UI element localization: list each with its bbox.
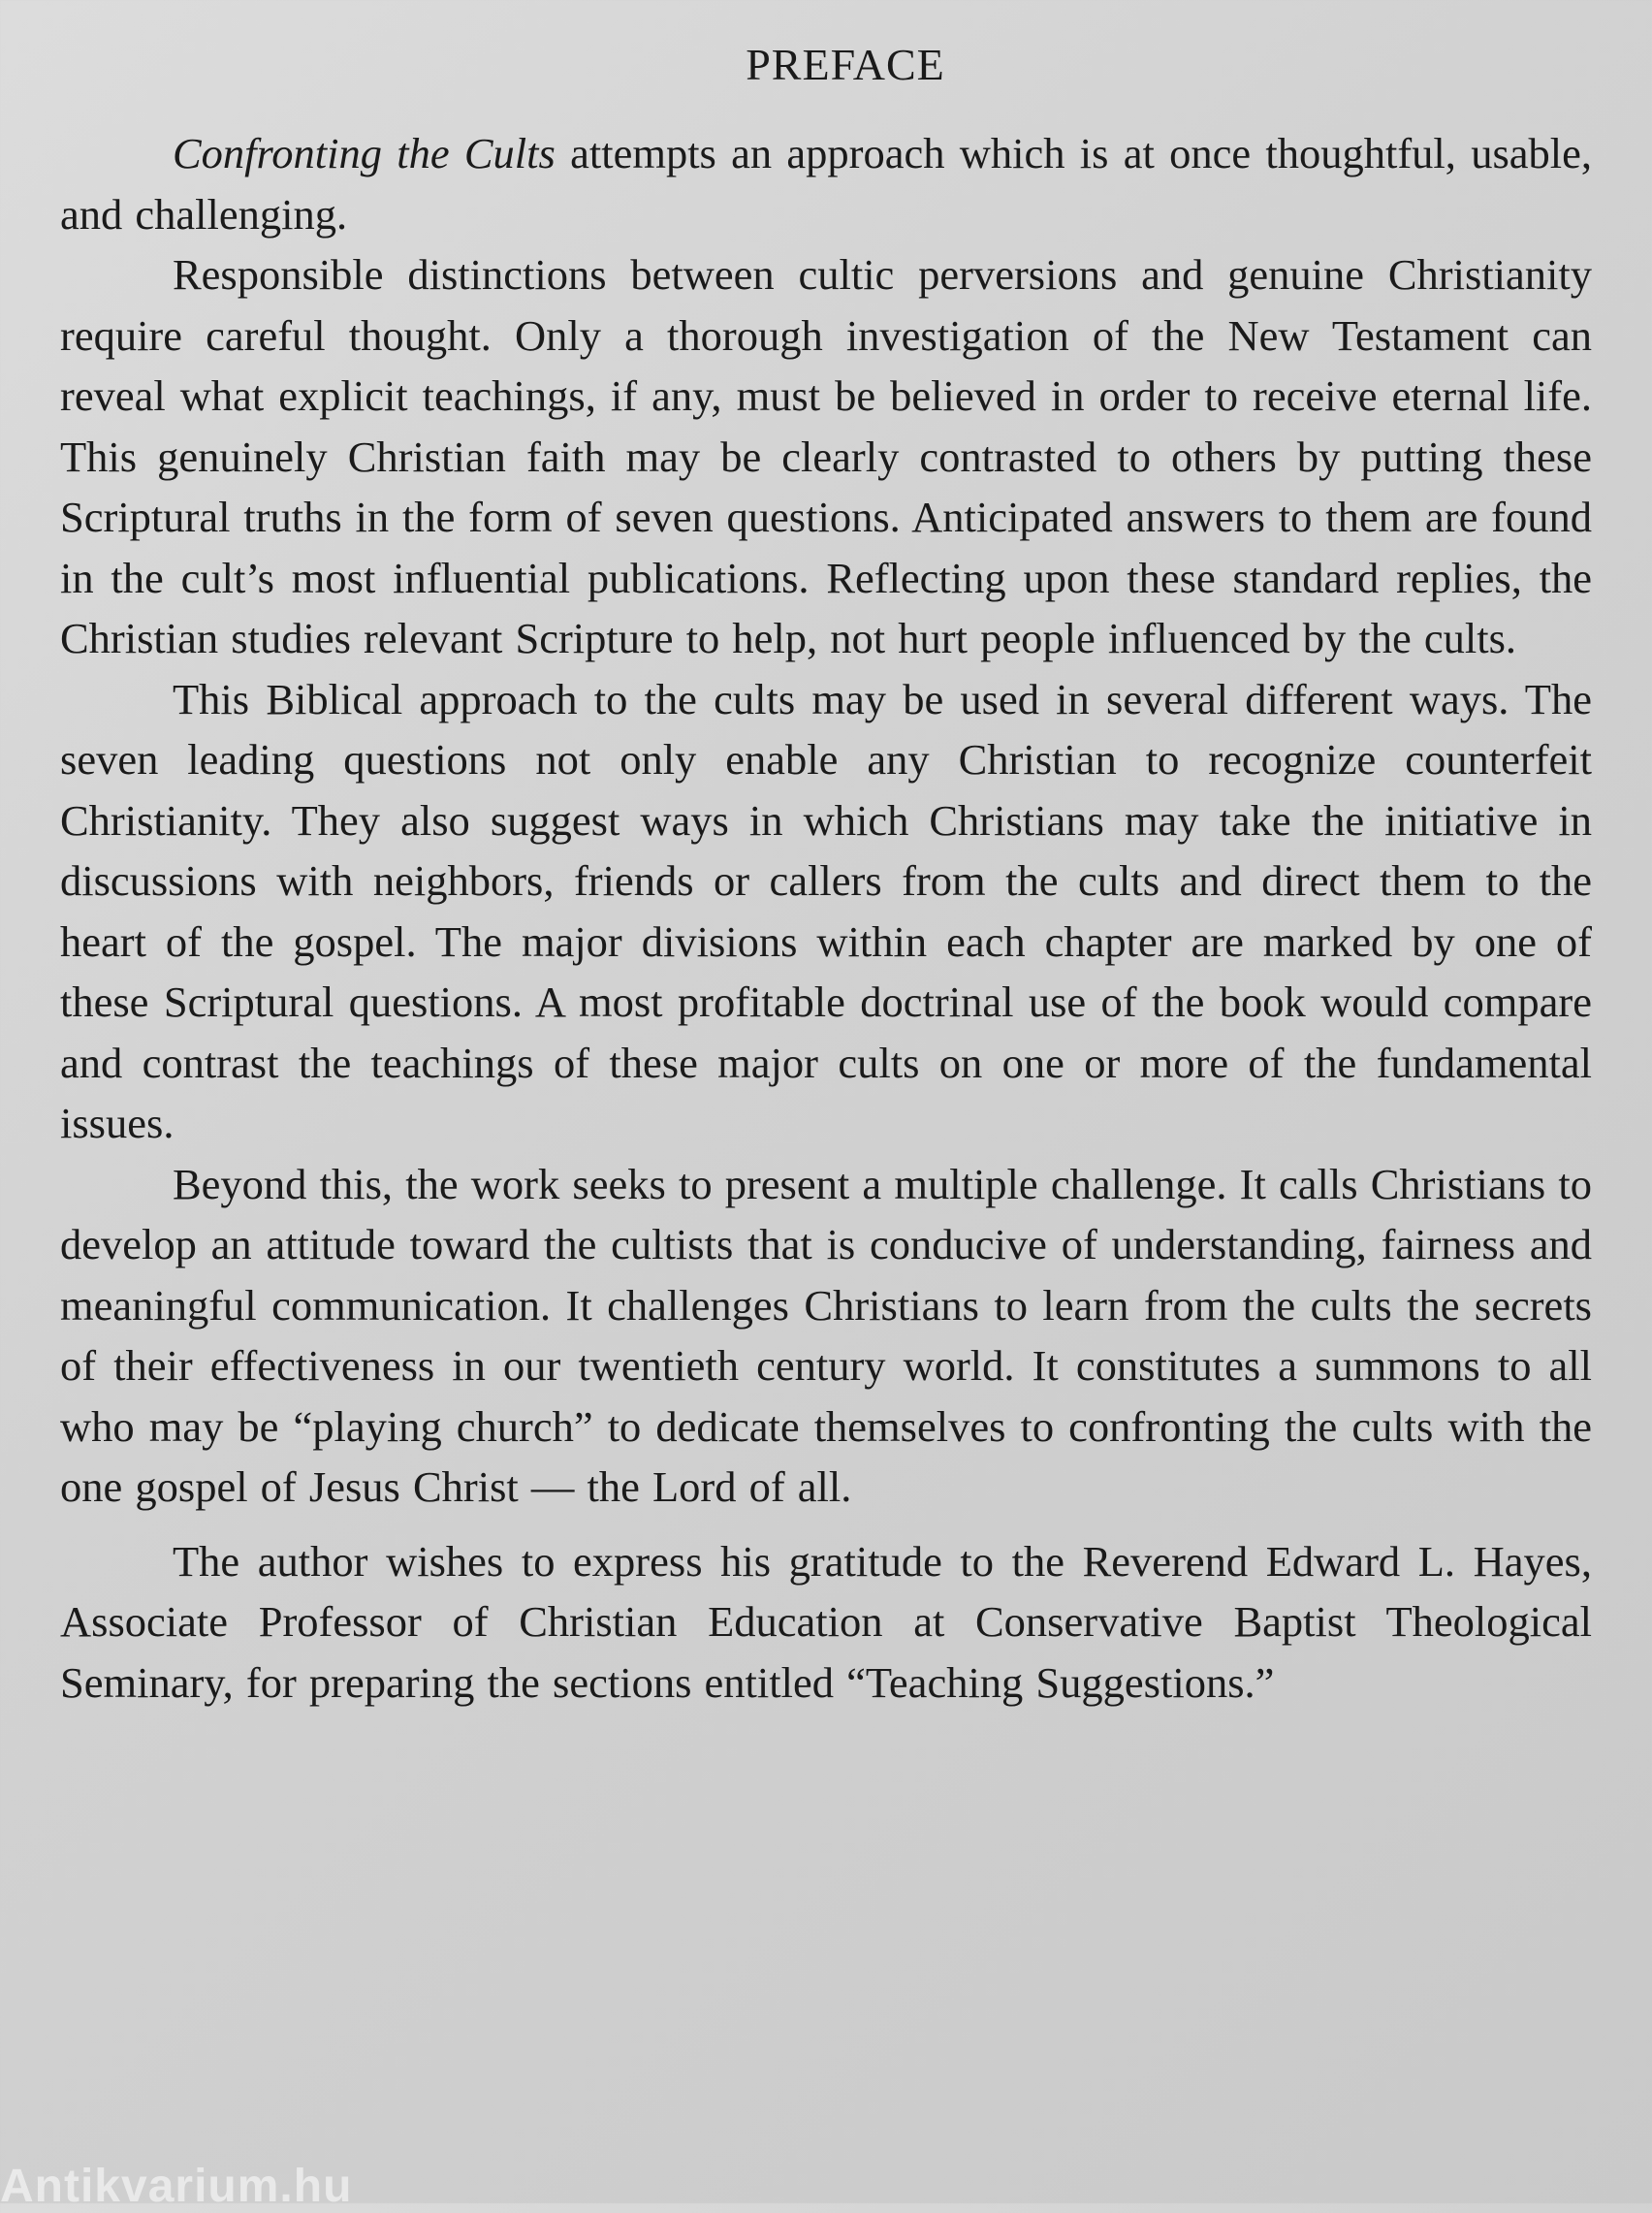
paragraph-4: Beyond this, the work seeks to present a multiple challenge. It calls Christians to develop an attitude toward the cultists that is conducive of understanding, fairness and meaningful communication. It challenges Christians to learn from the cults the secrets of their effectiveness in our twentieth century world. It constitutes a summons to all who may be “playing church” to dedicate themselves to confronting the cults with the one gospel of Jesus Christ — the Lord of all. xyxy=(60,1159,1592,1511)
page-title: PREFACE xyxy=(746,40,945,89)
paragraph-2: Responsible distinctions between cultic perversions and genuine Christianity require careful thought. Only a thorough investigation of the New Testament can reveal what explicit teachings, if any, must be believed in order to receive eternal life. This genuinely Christian faith may be clearly contrasted to others by putting these Scriptural truths in the form of seven questions. Anticipated answers to them are found in the cult’s most influential publications. Reflecting upon these standard replies, the Christian studies relevant Scripture to help, not hurt people influenced by the cults. xyxy=(60,250,1592,662)
preface-page xyxy=(60,39,1592,2172)
paragraph-5: The author wishes to express his gratitude to the Reverend Edward L. Hayes, Associate Professor of Christian Education at Conservative Baptist Theological Seminary, for preparing the sections entitled “Teaching Suggestions.” xyxy=(60,1536,1592,1707)
book-title-italic: Confronting the Cults xyxy=(173,129,556,177)
watermark-logo: Antikvarium.hu xyxy=(0,2161,353,2212)
paragraph-1-text: attempts an approach which is at once thoughtful, usable, and challenging. xyxy=(60,129,1592,239)
paragraph-1 xyxy=(60,123,1592,244)
paragraph-3: This Biblical approach to the cults may be used in several different ways. The seven leading questions not only enable any Christian to recognize counterfeit Christianity. They also suggest ways in which Christians may take the initiative in discussions with neighbors, friends or callers from the cults and direct them to the heart of the gospel. The major divisions within each chapter are marked by one of these Scriptural questions. A most profitable doctrinal use of the book would compare and contrast the teachings of these major cults on one or more of the fundamental issues. xyxy=(60,674,1592,1147)
